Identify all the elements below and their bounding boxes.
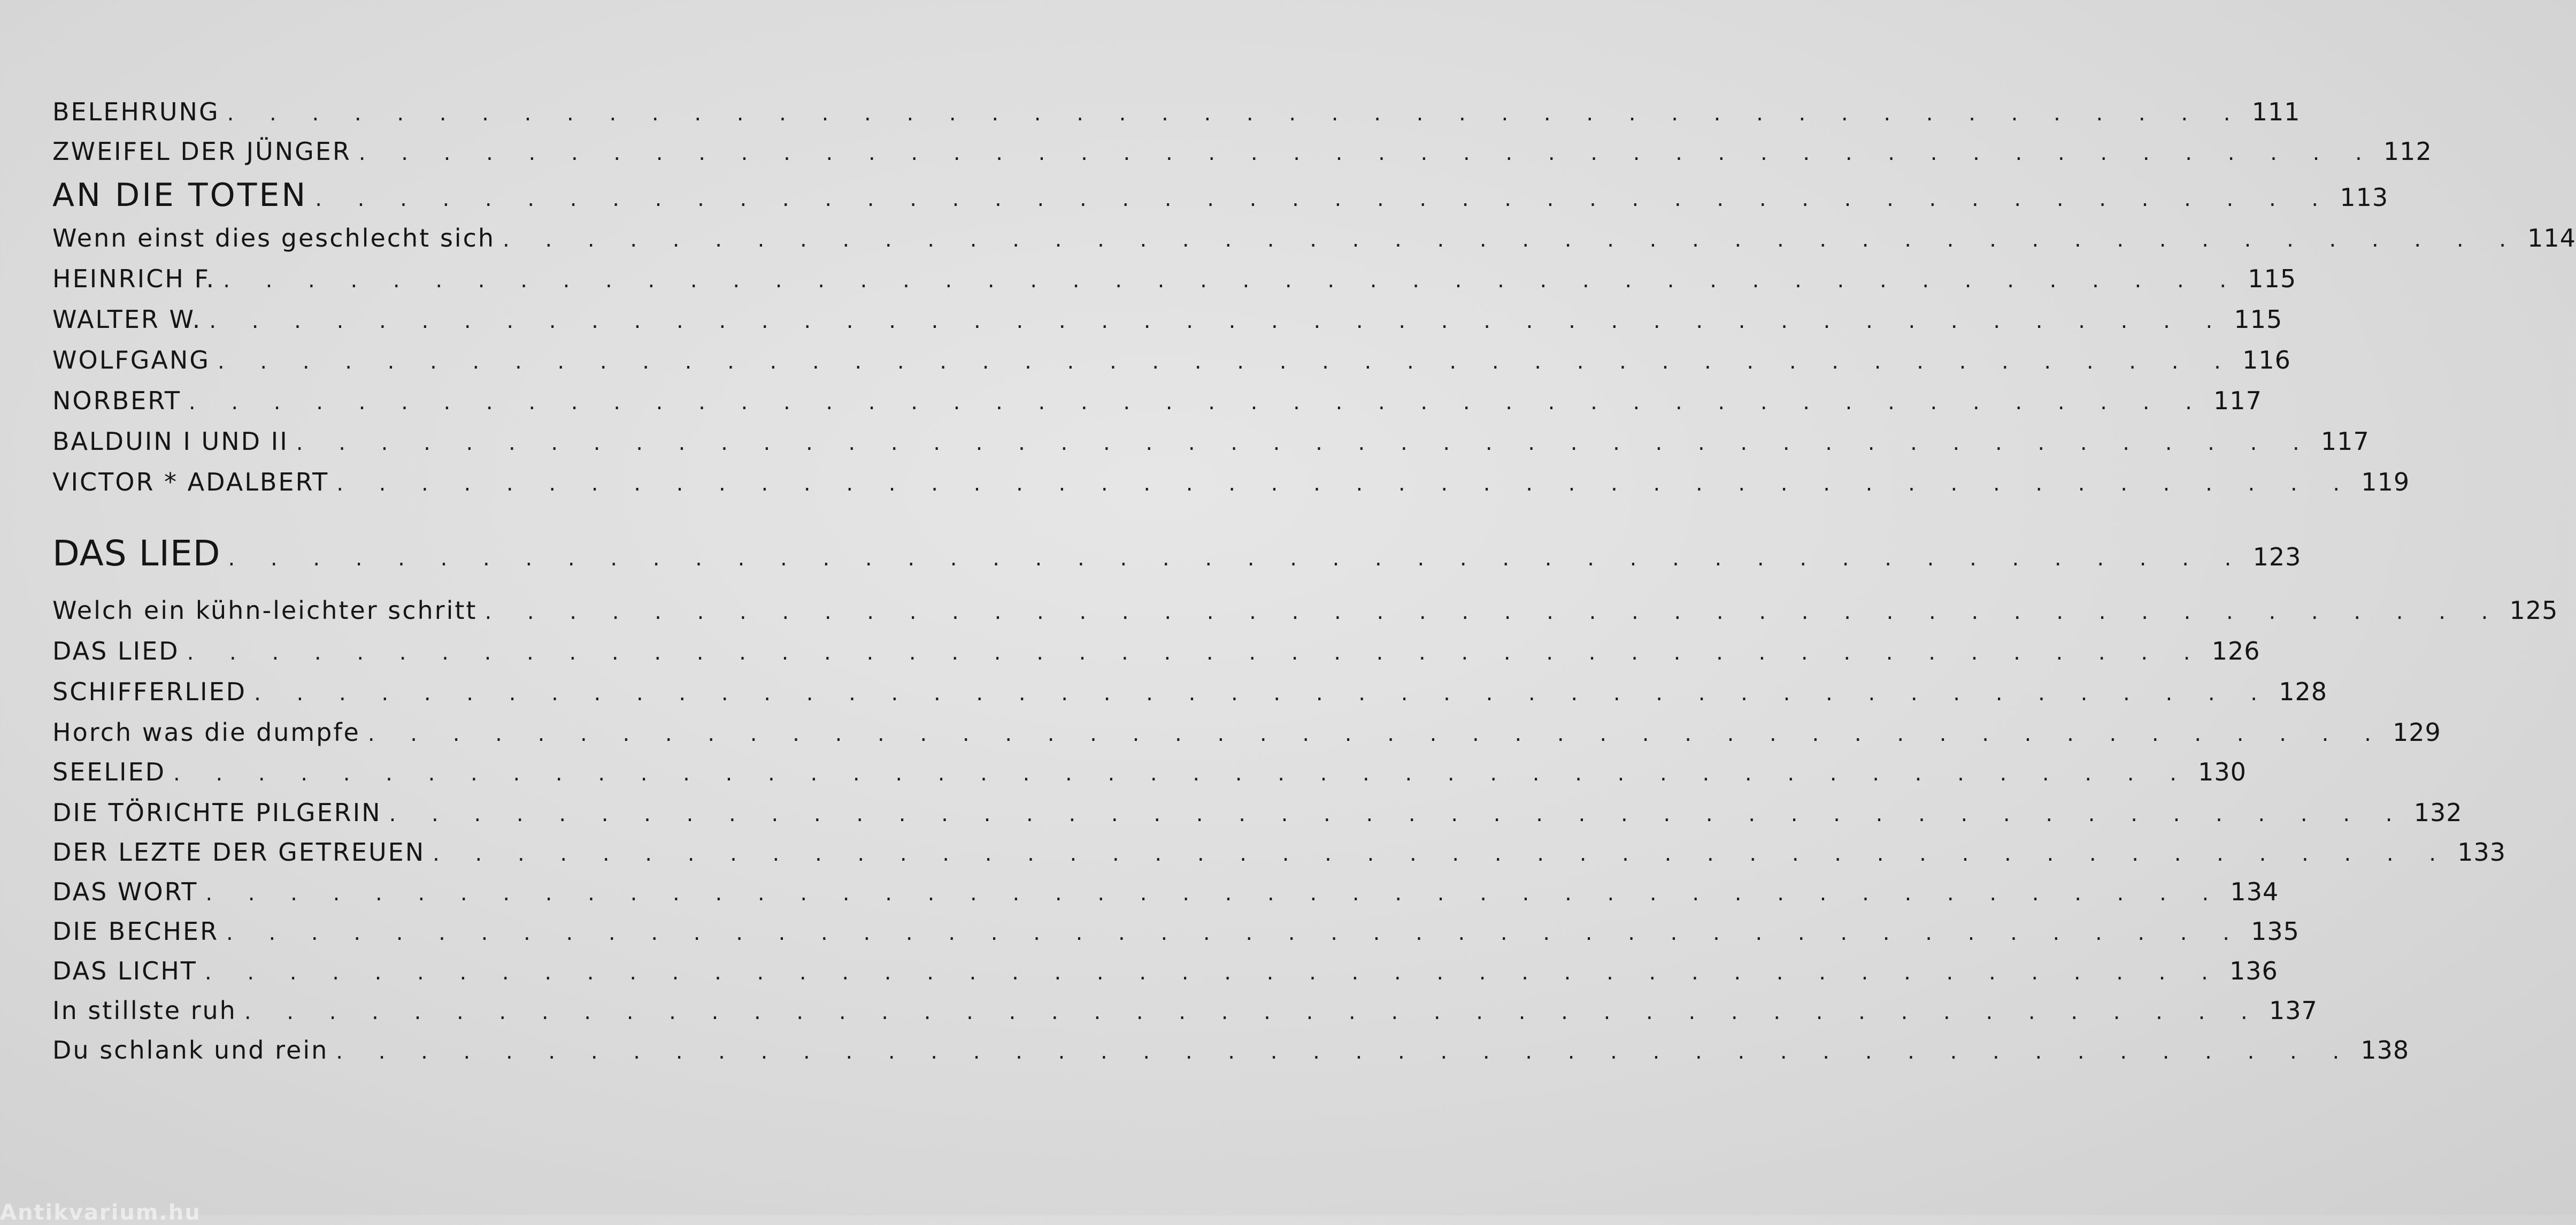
dot-leader: . . . . . . . . . . . . . . . . . . . . . . . . . . . . . . . . . . . . . . . . . . . . . . . . — [228, 546, 2246, 571]
toc-entry-title: DAS LICHT — [52, 956, 197, 985]
toc-page-number: 117 — [2320, 427, 2370, 456]
toc-page-number: 137 — [2269, 996, 2318, 1025]
toc-entry — [52, 877, 2279, 906]
toc-entry-title: Wenn einst dies geschlecht sich — [52, 224, 496, 252]
toc-page-number: 134 — [2230, 877, 2279, 906]
toc-page-number: 115 — [2234, 305, 2283, 334]
toc-entry-title: BELEHRUNG — [52, 97, 220, 126]
toc-page-number: 135 — [2251, 917, 2300, 946]
toc-entry-title: DIE TÖRICHTE PILGERIN — [52, 798, 382, 827]
dot-leader: . . . . . . . . . . . . . . . . . . . . . . . . . . . . . . . . . . . . . . . . . . . . . . . . — [204, 960, 2223, 985]
toc-entry-title: SEELIED — [52, 757, 166, 786]
dot-leader: . . . . . . . . . . . . . . . . . . . . . . . . . . . . . . . . . . . . . . . . . . . . . . . . — [209, 309, 2227, 333]
toc-entry-title: DAS WORT — [52, 877, 198, 906]
toc-section-heading — [52, 533, 2302, 574]
toc-entry-title: WALTER W. — [52, 305, 202, 334]
toc-page-number: 133 — [2457, 838, 2506, 867]
toc-page-number: 129 — [2392, 718, 2441, 747]
toc-page-number: 119 — [2361, 468, 2410, 496]
toc-entry — [52, 305, 2283, 334]
dot-leader: . . . . . . . . . . . . . . . . . . . . . . . . . . . . . . . . . . . . . . . . . . . . . . . . — [485, 600, 2503, 624]
toc-entry-title: In stillste ruh — [52, 996, 237, 1025]
toc-entry — [52, 757, 2247, 786]
dot-leader: . . . . . . . . . . . . . . . . . . . . . . . . . . . . . . . . . . . . . . . . . . . . . . . . — [433, 841, 2451, 866]
toc-page-number: 136 — [2229, 956, 2278, 985]
toc-entry — [52, 137, 2432, 166]
dot-leader: . . . . . . . . . . . . . . . . . . . . . . . . . . . . . . . . . . . . . . . . . . . . . . . . — [296, 431, 2314, 455]
toc-entry-title: SCHIFFERLIED — [52, 677, 247, 706]
dot-leader: . . . . . . . . . . . . . . . . . . . . . . . . . . . . . . . . . . . . . . . . . . . . . . . . — [223, 268, 2241, 293]
toc-entry-title: DIE BECHER — [52, 917, 219, 946]
dot-leader: . . . . . . . . . . . . . . . . . . . . . . . . . . . . . . . . . . . . . . . . . . . . . . . . — [226, 921, 2244, 945]
dot-leader: . . . . . . . . . . . . . . . . . . . . . . . . . . . . . . . . . . . . . . . . . . . . . . . . — [358, 141, 2377, 165]
toc-entry-title: ZWEIFEL DER JÜNGER — [52, 137, 351, 166]
toc-entry-title: HEINRICH F. — [52, 264, 216, 293]
toc-page-number: 130 — [2198, 757, 2247, 786]
toc-entry — [52, 264, 2297, 293]
toc-entry-title: NORBERT — [52, 386, 181, 415]
toc-entry — [52, 838, 2506, 867]
dot-leader: . . . . . . . . . . . . . . . . . . . . . . . . . . . . . . . . . . . . . . . . . . . . . . . . — [188, 390, 2206, 415]
toc-page-number: 112 — [2383, 137, 2432, 166]
toc-entry — [52, 386, 2262, 415]
dot-leader: . . . . . . . . . . . . . . . . . . . . . . . . . . . . . . . . . . . . . . . . . . . . . . . . — [315, 187, 2333, 211]
toc-entry-title: DER LEZTE DER GETREUEN — [52, 838, 426, 867]
toc-page-number: 123 — [2252, 542, 2302, 571]
dot-leader: . . . . . . . . . . . . . . . . . . . . . . . . . . . . . . . . . . . . . . . . . . . . . . . . — [227, 101, 2245, 126]
toc-entry-title: AN DIE TOTEN — [52, 177, 308, 214]
dot-leader: . . . . . . . . . . . . . . . . . . . . . . . . . . . . . . . . . . . . . . . . . . . . . . . . — [187, 640, 2205, 665]
toc-page-number: 113 — [2340, 183, 2389, 212]
toc-page-number: 115 — [2248, 264, 2297, 293]
toc-page-number: 117 — [2213, 386, 2262, 415]
dot-leader: . . . . . . . . . . . . . . . . . . . . . . . . . . . . . . . . . . . . . . . . . . . . . . . . — [336, 1039, 2354, 1064]
toc-page-number: 114 — [2527, 224, 2576, 252]
toc-entry — [52, 637, 2260, 665]
toc-entry — [52, 677, 2328, 706]
toc-entry-title: DAS LIED — [52, 637, 180, 665]
dot-leader: . . . . . . . . . . . . . . . . . . . . . . . . . . . . . . . . . . . . . . . . . . . . . . . . — [367, 722, 2386, 746]
dot-leader: . . . . . . . . . . . . . . . . . . . . . . . . . . . . . . . . . . . . . . . . . . . . . . . . — [217, 349, 2235, 374]
toc-entry — [52, 346, 2291, 374]
dot-leader: . . . . . . . . . . . . . . . . . . . . . . . . . . . . . . . . . . . . . . . . . . . . . . . . — [205, 881, 2224, 906]
toc-entry — [52, 718, 2441, 747]
toc-entry — [52, 956, 2278, 985]
toc-entry-title: WOLFGANG — [52, 346, 210, 374]
toc-entry-title: Horch was die dumpfe — [52, 718, 360, 747]
toc-entry — [52, 798, 2463, 827]
dot-leader: . . . . . . . . . . . . . . . . . . . . . . . . . . . . . . . . . . . . . . . . . . . . . . . . — [173, 761, 2191, 786]
toc-entry — [52, 917, 2300, 946]
dot-leader: . . . . . . . . . . . . . . . . . . . . . . . . . . . . . . . . . . . . . . . . . . . . . . . . — [254, 681, 2272, 706]
toc-entry — [52, 427, 2370, 456]
toc-page-number: 116 — [2242, 346, 2291, 374]
dot-leader: . . . . . . . . . . . . . . . . . . . . . . . . . . . . . . . . . . . . . . . . . . . . . . . . — [244, 1000, 2262, 1024]
toc-page-number: 128 — [2279, 677, 2328, 706]
toc-entry-title: Welch ein kühn-leichter schritt — [52, 596, 478, 625]
watermark: Antikvarium.hu — [0, 1200, 201, 1225]
dot-leader: . . . . . . . . . . . . . . . . . . . . . . . . . . . . . . . . . . . . . . . . . . . . . . . . — [503, 227, 2520, 252]
toc-entry — [52, 996, 2318, 1025]
toc-entry — [52, 1036, 2410, 1065]
dot-leader: . . . . . . . . . . . . . . . . . . . . . . . . . . . . . . . . . . . . . . . . . . . . . . . . — [336, 471, 2355, 496]
toc-page-number: 125 — [2509, 596, 2558, 625]
toc-page-number: 126 — [2211, 637, 2260, 665]
toc-entry — [52, 224, 2576, 252]
toc-entry-title: VICTOR * ADALBERT — [52, 468, 329, 496]
dot-leader: . . . . . . . . . . . . . . . . . . . . . . . . . . . . . . . . . . . . . . . . . . . . . . . . — [389, 802, 2407, 826]
toc-entry-title: DAS LIED — [52, 533, 221, 574]
toc-entry-title: BALDUIN I UND II — [52, 427, 289, 456]
toc-entry-title: Du schlank und rein — [52, 1036, 329, 1065]
toc-entry — [52, 468, 2410, 496]
toc-entry — [52, 97, 2301, 126]
toc-page-number: 138 — [2360, 1036, 2410, 1065]
toc-entry — [52, 177, 2389, 214]
toc-entry — [52, 596, 2558, 625]
toc-page-number: 132 — [2413, 798, 2463, 827]
toc-page-number: 111 — [2251, 97, 2301, 126]
